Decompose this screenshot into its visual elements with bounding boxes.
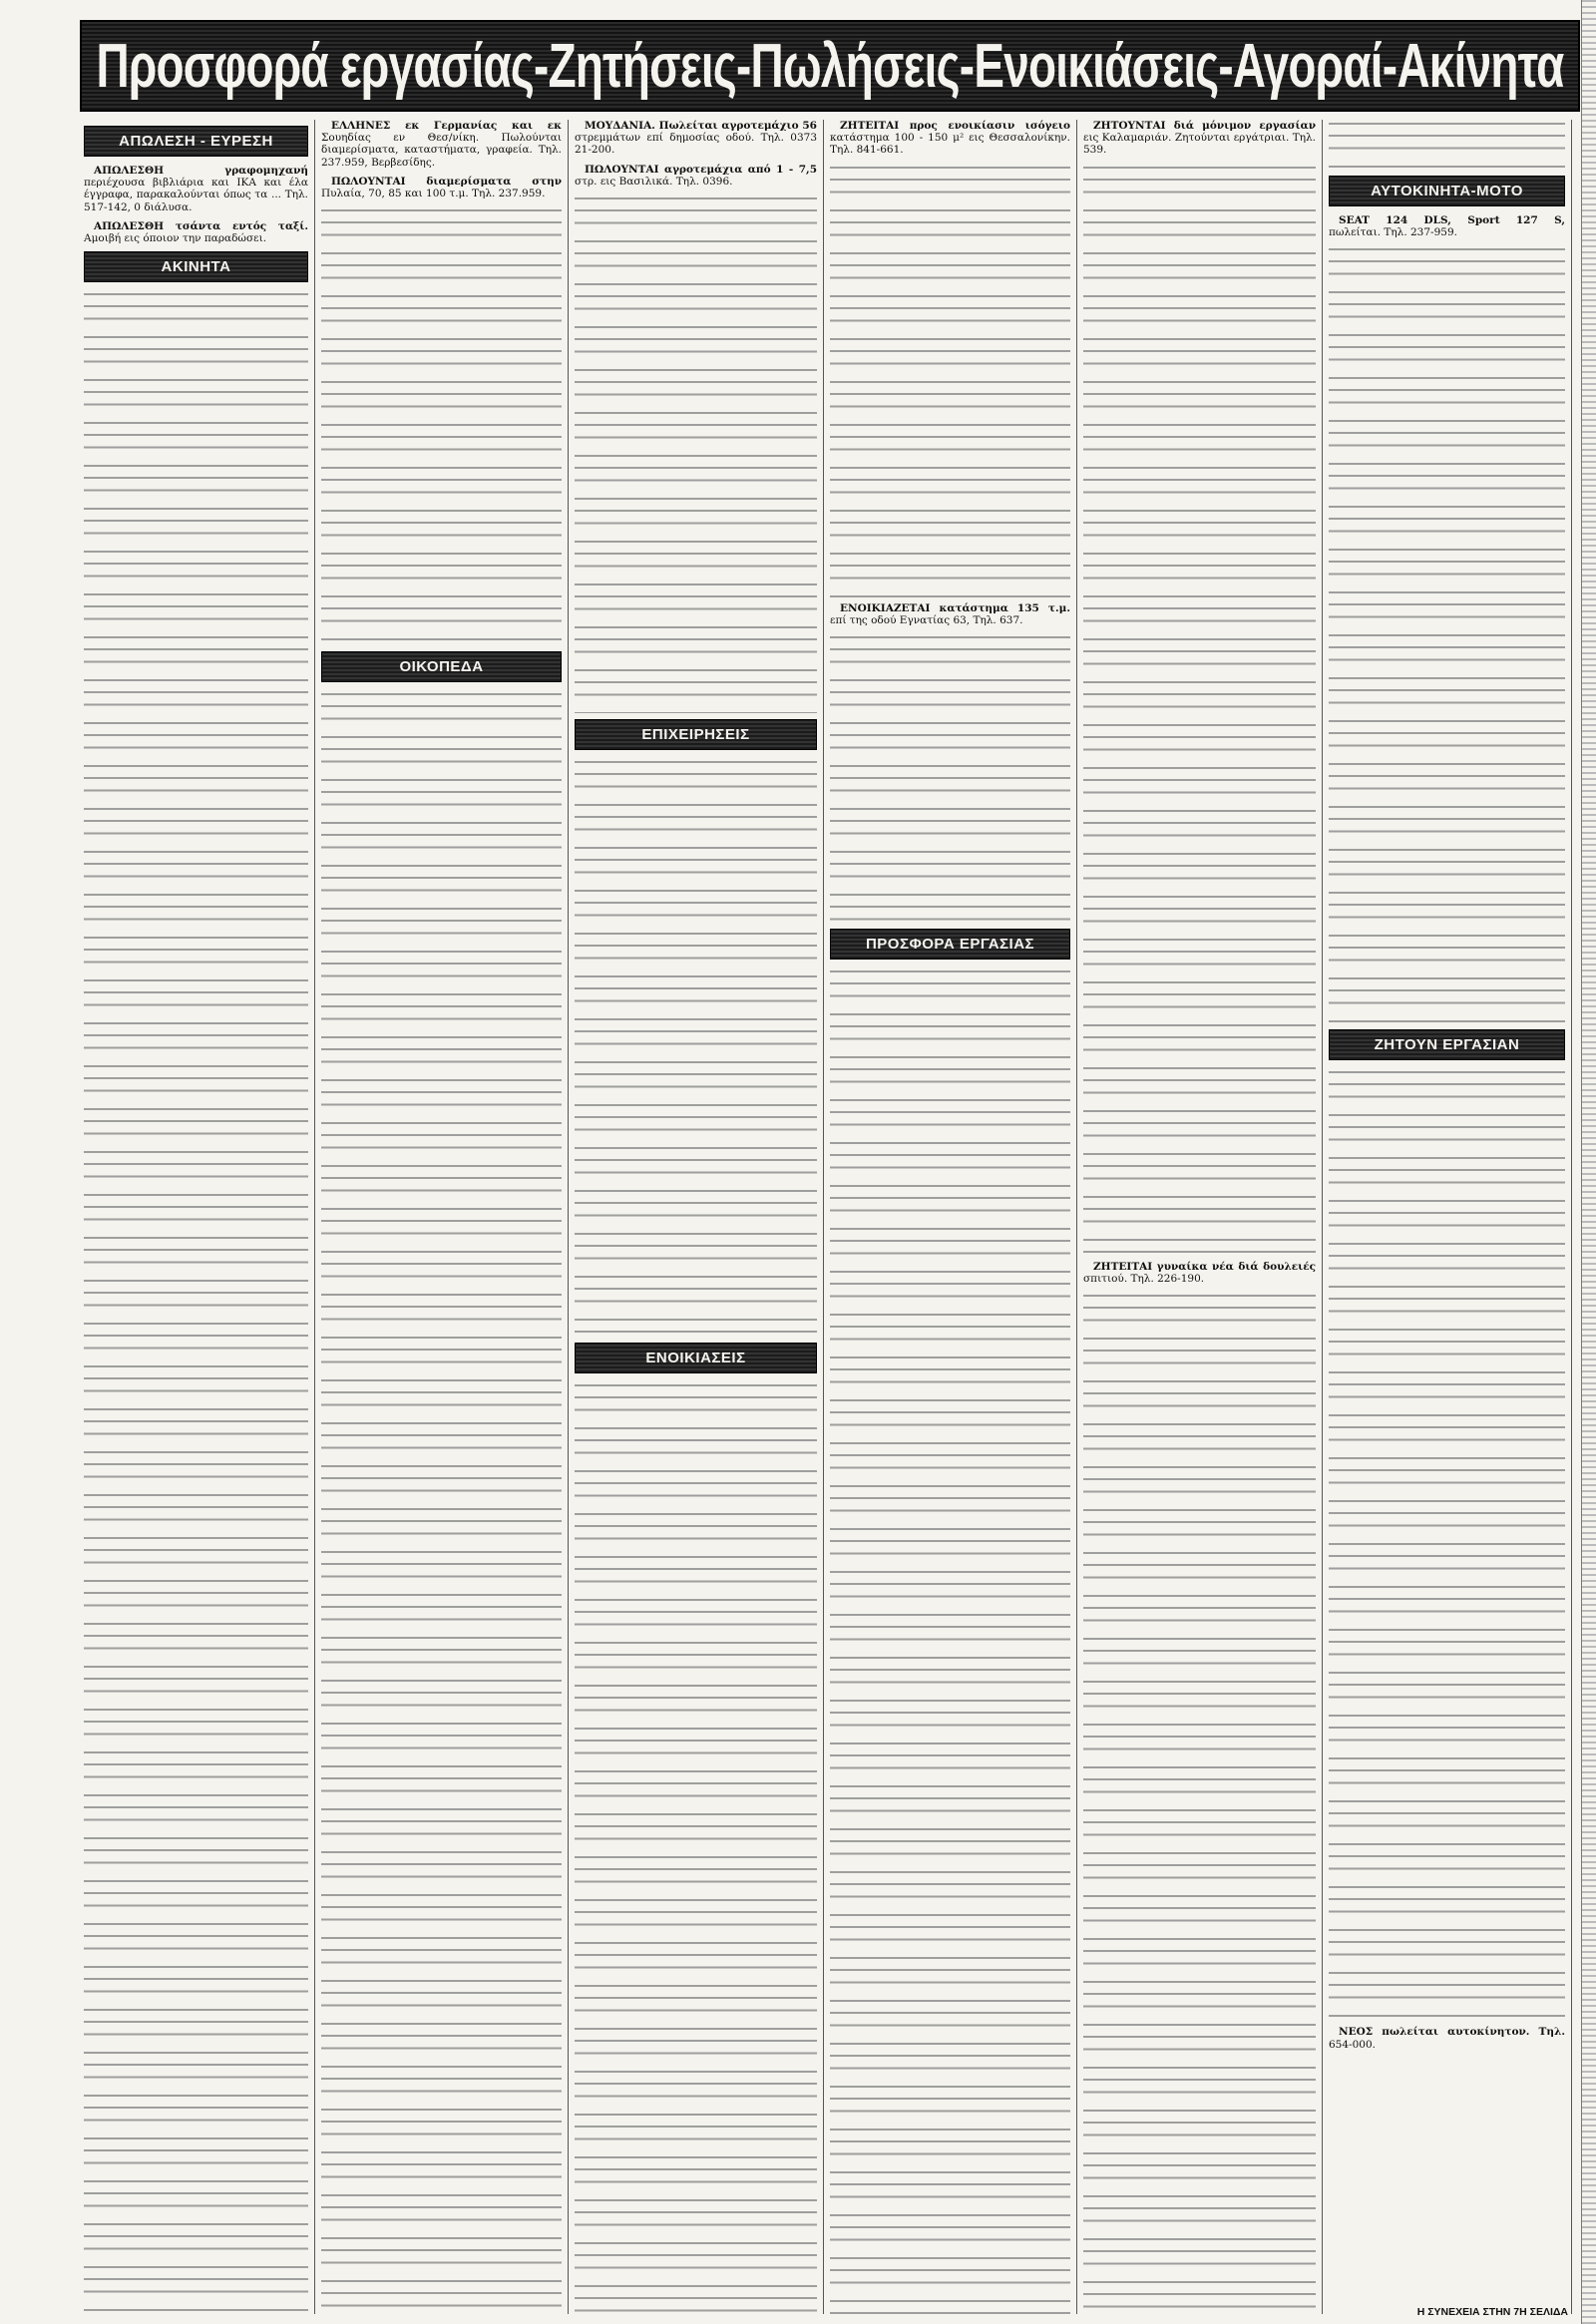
ad-text-block <box>575 1381 817 2314</box>
column-4 <box>824 120 1077 2314</box>
section-header-rentals: ΕΝΟΙΚΙΑΣΕΙΣ <box>575 1343 817 1373</box>
classified-ad: ΖΗΤΟΥΝΤΑΙ διά μόνιμον εργασίαν εις Καλαμαριάν. Ζητούνται εργάτριαι. Τηλ. 539. <box>1083 120 1316 157</box>
ad-text-block <box>321 690 562 2314</box>
section-header-land-plots: ΟΙΚΟΠΕΔΑ <box>321 651 562 682</box>
classified-ad: ΝΕΟΣ πωλείται αυτοκίνητον. Τηλ. 654-000. <box>1329 2026 1565 2051</box>
ad-text-block <box>1083 1292 1316 2314</box>
section-header-lost-found: ΑΠΩΛΕΣΗ - ΕΥΡΕΣΗ <box>84 126 308 157</box>
continued-on-page-note: Η ΣΥΝΕΧΕΙΑ ΣΤΗΝ 7Η ΣΕΛΙΔΑ <box>1416 2306 1568 2318</box>
classified-ad: ΖΗΤΕΙΤΑΙ προς ενοικίασιν ισόγειο κατάστημα 100 - 150 μ² εις Θεσσαλονίκην. Τηλ. 841-661. <box>830 120 1070 157</box>
classified-ad: ΠΩΛΟΥΝΤΑΙ αγροτεμάχια από 1 - 7,5 στρ. εις Βασιλικά. Τηλ. 0396. <box>575 163 817 188</box>
classified-ad: ΕΝΟΙΚΙΑΖΕΤΑΙ κατάστημα 135 τ.μ. επί της οδού Εγνατίας 63, Τηλ. 637. <box>830 601 1070 626</box>
ad-text-block <box>830 968 1070 2314</box>
ad-text-block <box>575 194 817 713</box>
section-header-job-offers: ΠΡΟΣΦΟΡΑ ΕΡΓΑΣΙΑΣ <box>830 929 1070 960</box>
classified-ad: ΠΩΛΟΥΝΤΑΙ διαμερίσματα στην Πυλαία, 70, 85 και 100 τ.μ. Τηλ. 237.959. <box>321 175 562 200</box>
section-header-job-seekers: ΖΗΤΟΥΝ ΕΡΓΑΣΙΑΝ <box>1329 1029 1565 1060</box>
classified-columns <box>0 120 1596 2314</box>
classified-ad: ΜΟΥΔΑΝΙΑ. Πωλείται αγροτεμάχιο 56 στρεμμάτων επί δημοσίας οδού. Τηλ. 0373 21-200. <box>575 120 817 157</box>
column-6 <box>1323 120 1572 2314</box>
ad-text-block <box>1329 1068 1565 2026</box>
classified-ad: ΖΗΤΕΙΤΑΙ γυναίκα νέα διά δουλειές σπιτιού. Τηλ. 226-190. <box>1083 1260 1316 1285</box>
section-header-real-estate: ΑΚΙΝΗΤΑ <box>84 251 308 282</box>
ad-text-block <box>830 633 1070 923</box>
column-2 <box>315 120 569 2314</box>
classified-ad: ΕΛΛΗΝΕΣ εκ Γερμανίας και εκ Σουηδίας εν Θεσ/νίκη. Πωλούνται διαμερίσματα, καταστήματα, γραφεία. Τηλ. 237.959, Βερβεσίδης. <box>321 120 562 169</box>
section-header-cars-moto: ΑΥΤΟΚΙΝΗΤΑ-ΜΟΤΟ <box>1329 176 1565 206</box>
ad-text-block <box>1329 120 1565 170</box>
column-3 <box>569 120 824 2314</box>
classified-ad: ΑΠΩΛΕΣΘΗ τσάντα εντός ταξί. Αμοιβή εις όποιον την παραδώσει. <box>84 219 308 245</box>
ad-text-block <box>1083 164 1316 1261</box>
classified-ad: ΑΠΩΛΕΣΘΗ γραφομηχανή περιέχουσα βιβλιάρια και ΙΚΑ και έλα έγγραφα, παρακαλούνται όπως τα ... Τηλ. 517-142, 0 διάλυσα. <box>84 165 308 213</box>
adjacent-page-edge <box>1581 0 1596 2324</box>
classifieds-banner <box>80 20 1580 112</box>
banner-title: Προσφορά εργασίας-Ζητήσεις-Πωλήσεις-Ενοικιάσεις-Αγοραί-Ακίνητα <box>96 31 1564 101</box>
ad-text-block <box>84 290 308 2314</box>
ad-text-block <box>575 758 817 1337</box>
section-header-businesses: ΕΠΙΧΕΙΡΗΣΕΙΣ <box>575 719 817 750</box>
column-5 <box>1077 120 1323 2314</box>
ad-text-block <box>1329 245 1565 1023</box>
column-1 <box>78 120 315 2314</box>
ad-text-block <box>321 206 562 645</box>
classified-ad: SEAT 124 DLS, Sport 127 S, πωλείται. Τηλ. 237-959. <box>1329 214 1565 239</box>
ad-text-block <box>830 164 1070 602</box>
